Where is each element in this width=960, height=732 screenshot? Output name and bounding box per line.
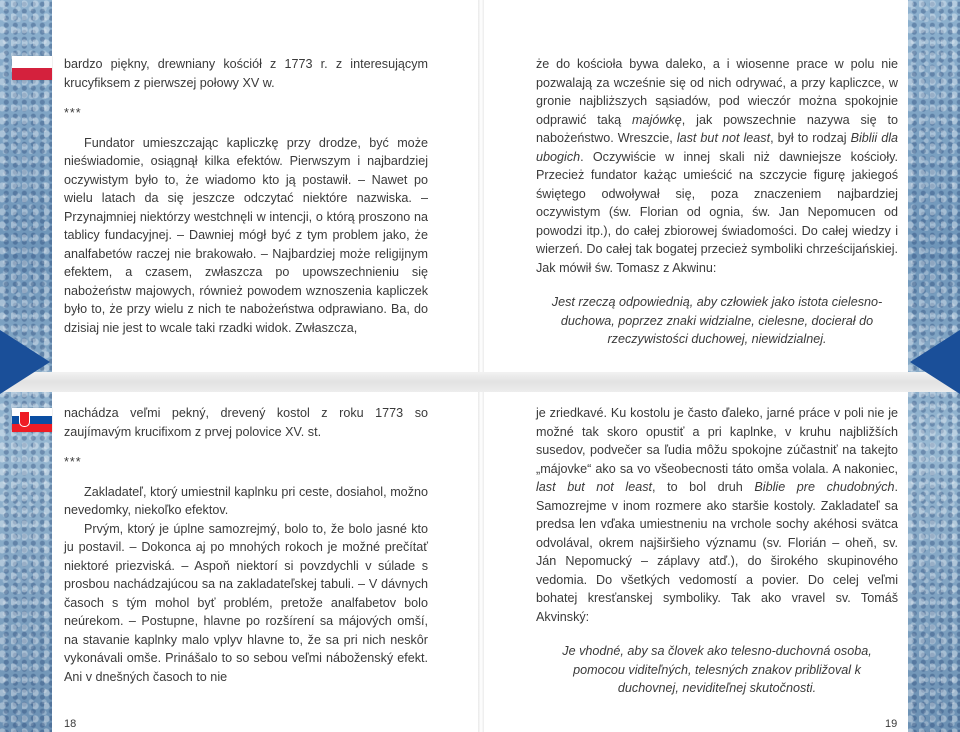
polish-left-paragraph-2: Fundator umieszczając kapliczkę przy drodze, być może nieświadomie, osiągnął kilka efektów. Pierwszym i najbardziej oczywistym było to, że wiadomo kto ją postawił. – Nawet po wielu latach da się jeszcze odczytać niektóre nazwiska. – Przynajmniej niektórzy westchnęli w intencji, o którą proszono na tablicy fundacyjnej. – Dawniej mógł być z tym problem jako, że analfabetów raczej nie brakowało. – Najbardziej może religijnym efektem, a czasem, zwłaszcza po upowszechnieniu się nabożeństw majowych, również powodem wznoszenia kapliczek było to, że przy wielu z nich te nabożeństwa odprawiano. Ba, do dzisiaj nie jest to wcale taki rzadki widok. Zwłaszcza, (64, 135, 428, 335)
slovak-quote: Je vhodné, aby sa človek ako telesno-duchovná osoba, pomocou viditeľných, telesných znakov približoval k duchovnej, neviditeľnej skutočnosti. (562, 644, 872, 695)
language-divider-band (0, 372, 960, 392)
polish-left-paragraph-1: bardzo piękny, drewniany kościół z 1773 r. z interesującym krucyfiksem z pierwszej połowy XV w. (64, 57, 428, 90)
polish-right-paragraph: że do kościoła bywa daleko, a i wiosenne prace w polu nie pozwalają za wcześnie się od nich odrywać, a przy kapliczce, w gronie najbliższych sąsiadów, pod wieczór można spokojnie odprawić taką majówkę, jak powszechnie nazywa się to nabożeństwo. Wreszcie, last but not least, był to rodzaj Biblii dla ubogich. Oczywiście w innej skali niż dawniejsze kościoły. Przecież fundator każąc umieścić na szczycie figurę jakiegoś świętego odwoływał się, poza znaczeniem najbardziej oczywistym (św. Florian od ognia, św. Jan Nepomucen od powodzi itp.), do całej zbiorowej świadomości. Do całej wiedzy i wierzeń. Do całej tak bogatej przecież symboliki chrześcijańskiej. Jak mówił św. Tomasz z Akwinu: (536, 57, 899, 275)
slovak-right-paragraph: je zriedkavé. Ku kostolu je často ďaleko, jarné práce v poli nie je možné tak skoro opustiť a pri kaplnke, v kruhu najbližších susedov, podvečer sa ľudia môžu spokojne zúčastniť na takejto „májovke“ ako sa vo všeobecnosti táto omša volala. A nakoniec, last but not least, to bol druh Biblie pre chudobných. Samozrejme v inom rozmere ako staršie kostoly. Zakladateľ sa predsa len vďaka umiestneniu na vrchole sochy akéhosi svätca odvolával, okrem najširšieho významu (sv. Florián – oheň, sv. Ján Nepomucký – záplavy atď.), do širokého skupinového vedomia. Do všetkých vedomostí a povier. Do celej veľmi bohatej kresťanskej symboliky. Tak ako vravel sv. Tomáš Akvinský: (536, 406, 898, 624)
polish-quote: Jest rzeczą odpowiednią, aby człowiek jako istota cielesno-duchowa, poprzez znaki widzialne, cielesne, docierał do rzeczywistości duchowej, niewidzialnej. (551, 295, 883, 346)
flag-poland-icon (12, 56, 52, 80)
left-arrow-marker-icon (0, 330, 50, 394)
slovak-left-column (64, 404, 428, 686)
slovak-left-paragraph-1: nachádza veľmi pekný, drevený kostol z roku 1773 so zaujímavým krucifixom z prvej polovice XV. st. (64, 406, 428, 439)
book-gutter (478, 0, 484, 732)
page-number-right: 19 (885, 718, 898, 730)
section-separator-stars: *** (64, 455, 82, 469)
polish-left-column (64, 55, 428, 337)
slovak-left-paragraph-2: Zakladateľ, ktorý umiestnil kaplnku pri ceste, dosiahol, možno nevedomky, niekoľko efektov. (64, 484, 428, 517)
section-separator-stars: *** (64, 106, 82, 120)
slovak-right-column (536, 404, 898, 698)
polish-right-column (536, 55, 898, 349)
right-arrow-marker-icon (910, 330, 960, 394)
slovak-left-paragraph-3: Prvým, ktorý je úplne samozrejmý, bolo to, že bolo jasné kto ju postavil. – Dokonca aj po mnohých rokoch je možné prečítať niektoré priezviská. – Aspoň niektorí si povzdychli v súlade s prosbou nachádzajúcou sa na zakladateľskej tabuli. – V dávnych časoch s tým mohol byť problém, pretože analfabetov bolo neúrekom. – Postupne, hlavne po rozšírení sa májových omší, na stavanie kaplnky malo vplyv hlavne to, že sa pri nich neskôr vykonávali omše. Prinášalo to so sebou veľmi náboženský efekt. Ani v dnešných časoch to nie (64, 521, 428, 684)
flag-slovakia-icon (12, 408, 52, 432)
page-number-left: 18 (64, 718, 77, 730)
